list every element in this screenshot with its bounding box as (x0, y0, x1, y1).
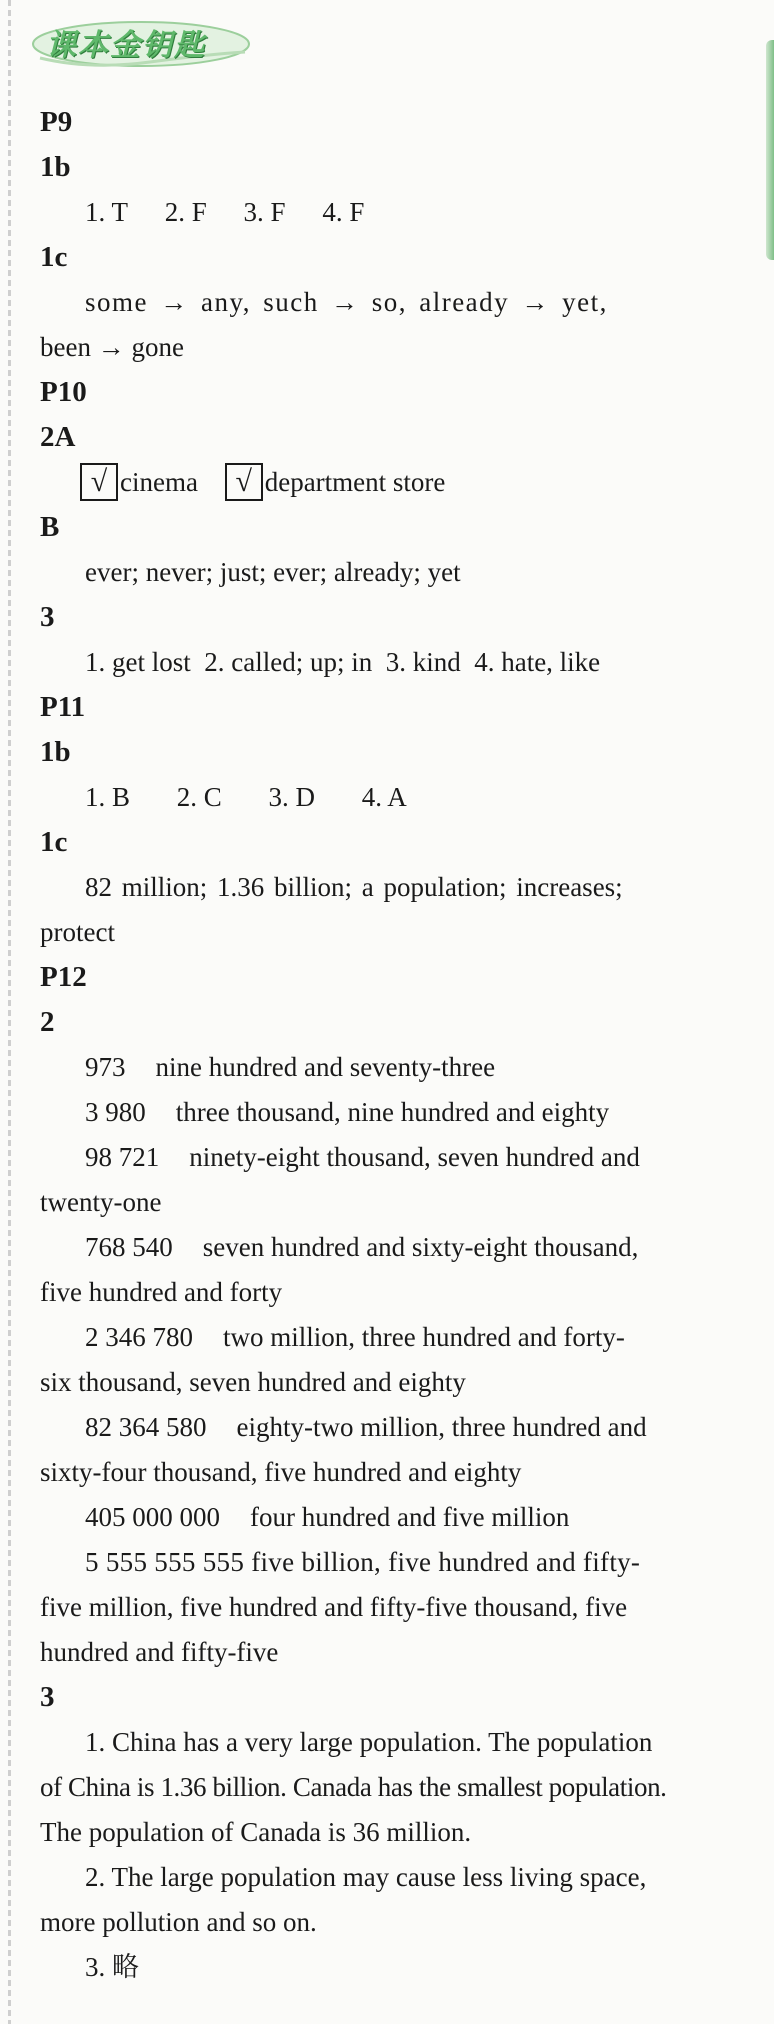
number-words: two million, three hundred and forty- (223, 1322, 625, 1352)
answer-line: of China is 1.36 billion. Canada has the smallest population. (40, 1772, 667, 1802)
number-row (40, 1405, 730, 1450)
answer-line: 3. 略 (85, 1952, 139, 1982)
answer-item: 1. T (85, 197, 129, 227)
number-value: 2 346 780 (85, 1322, 193, 1352)
answer-item: 3. D (268, 782, 316, 812)
checkbox-label: cinema (120, 467, 198, 497)
answer-content (40, 100, 730, 1990)
number-words: eighty-two million, three hundred and (236, 1412, 647, 1442)
section-label-1c: 1c (40, 826, 68, 858)
section-label-1b: 1b (40, 151, 71, 183)
answer-item: 2. F (164, 197, 207, 227)
checkbox-label: department store (264, 467, 446, 497)
number-words: five billion, five hundred and fifty- (251, 1547, 641, 1577)
page-label-p12: P12 (40, 961, 87, 993)
number-row (40, 1315, 730, 1360)
answer-line: 82 million; 1.36 billion; a population; increases; (85, 872, 623, 902)
number-row (40, 1135, 730, 1180)
answer-item: 3. F (243, 197, 286, 227)
answer-item: 1. B (85, 782, 131, 812)
number-row (40, 1045, 730, 1090)
number-words: nine hundred and seventy-three (155, 1052, 496, 1082)
left-margin-rule (8, 0, 11, 2024)
answer-line: been → gone (40, 332, 184, 362)
answer-line: more pollution and so on. (40, 1907, 317, 1937)
number-value: 768 540 (85, 1232, 173, 1262)
checkbox-row (40, 460, 730, 505)
answers-1b (40, 190, 730, 235)
answer-line: protect (40, 917, 115, 947)
answer-line: The population of Canada is 36 million. (40, 1817, 472, 1847)
page-label-p11: P11 (40, 691, 86, 723)
number-words: three thousand, nine hundred and eighty (175, 1097, 610, 1127)
section-label-2: 2 (40, 1006, 55, 1038)
section-label-b: B (40, 511, 60, 543)
number-row (40, 1225, 730, 1270)
number-value: 973 (85, 1052, 126, 1082)
number-words-continued: twenty-one (40, 1187, 162, 1217)
number-value: 98 721 (85, 1142, 160, 1172)
page-label-p10: P10 (40, 376, 87, 408)
number-row (40, 1495, 730, 1540)
answer-item: 2. C (176, 782, 222, 812)
section-label-3: 3 (40, 601, 55, 633)
answer-line: 1. get lost 2. called; up; in 3. kind 4. hate, like (85, 647, 601, 677)
number-words-continued: five hundred and forty (40, 1277, 283, 1307)
number-value: 5 555 555 555 (85, 1547, 245, 1577)
number-words-continued: five million, five hundred and fifty-five thousand, five (40, 1592, 628, 1622)
answer-line: ever; never; just; ever; already; yet (85, 557, 461, 587)
number-words: ninety-eight thousand, seven hundred and (189, 1142, 640, 1172)
check-mark-icon: √ (80, 463, 118, 501)
number-words-continued: six thousand, seven hundred and eighty (40, 1367, 466, 1397)
section-label-3: 3 (40, 1681, 55, 1713)
number-value: 82 364 580 (85, 1412, 207, 1442)
answers-1b (40, 775, 730, 820)
page-edge-tab (766, 40, 774, 260)
logo-text: 课本金钥匙 (46, 28, 206, 63)
answer-line: some → any, such → so, already → yet, (85, 287, 608, 317)
section-label-2a: 2A (40, 421, 76, 453)
number-words: seven hundred and sixty-eight thousand, (202, 1232, 639, 1262)
number-words: four hundred and five million (250, 1502, 570, 1532)
number-words-continued: hundred and fifty-five (40, 1637, 279, 1667)
answer-item: 4. F (322, 197, 365, 227)
number-row (40, 1540, 730, 1585)
number-words-continued: sixty-four thousand, five hundred and eighty (40, 1457, 522, 1487)
answer-item: 4. A (361, 782, 407, 812)
check-mark-icon: √ (225, 463, 263, 501)
number-row (40, 1090, 730, 1135)
number-value: 405 000 000 (85, 1502, 220, 1532)
answer-line: 2. The large population may cause less living space, (85, 1862, 647, 1892)
page-label-p9: P9 (40, 106, 73, 138)
number-value: 3 980 (85, 1097, 146, 1127)
answer-line: 1. China has a very large population. The population (85, 1727, 653, 1757)
section-label-1c: 1c (40, 241, 68, 273)
section-label-1b: 1b (40, 736, 71, 768)
